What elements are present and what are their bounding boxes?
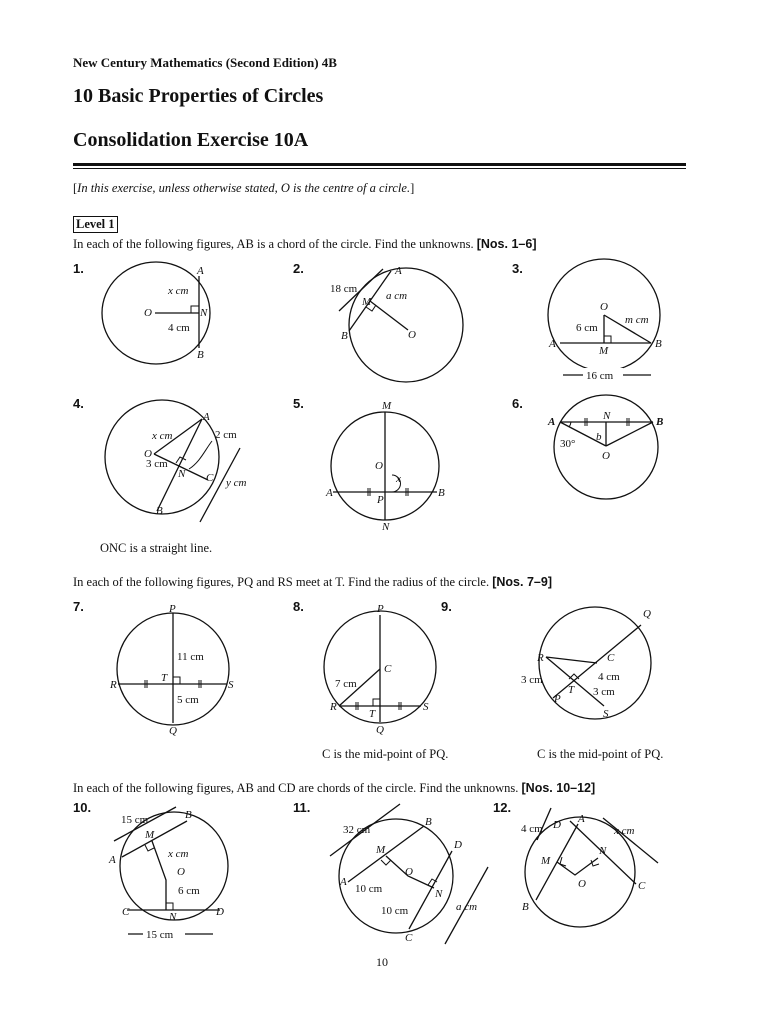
angle-label: 30°	[560, 438, 576, 450]
length-label: 4 cm	[521, 823, 543, 835]
point-label: T	[568, 684, 575, 696]
length-label: 3 cm	[521, 674, 543, 686]
point-label: N	[169, 911, 177, 923]
point-label: A	[109, 854, 116, 866]
point-label: P	[377, 603, 384, 615]
length-label: 6 cm	[576, 322, 598, 334]
question-number: 11.	[293, 800, 311, 815]
point-label: Q	[643, 608, 651, 620]
length-label: 4 cm	[598, 671, 620, 683]
figure-q9	[521, 607, 651, 720]
length-label: 16 cm	[586, 370, 614, 382]
point-label: P	[554, 693, 561, 705]
length-label: 15 cm	[146, 929, 174, 941]
question-number: 2.	[293, 261, 304, 276]
figure-q10	[108, 807, 228, 941]
point-label: M	[362, 296, 372, 308]
point-label: A	[340, 876, 347, 888]
question-number: 6.	[512, 396, 523, 411]
point-label: O	[375, 460, 383, 472]
point-label: O	[144, 307, 152, 319]
length-label: 3 cm	[146, 458, 168, 470]
point-label: M	[376, 844, 386, 856]
angle-label: b	[596, 431, 602, 443]
point-label: O	[408, 329, 416, 341]
point-label: B	[425, 816, 432, 828]
point-label: Q	[169, 725, 177, 737]
page-number: 10	[376, 955, 388, 969]
point-label: A	[197, 265, 204, 277]
section-instruction-1: In each of the following figures, AB is a chord of the circle. Find the unknowns. [Nos. 1–6]	[73, 237, 537, 251]
point-label: A	[203, 411, 210, 423]
point-label: B	[156, 505, 163, 517]
point-label: N	[599, 845, 607, 857]
question-number: 7.	[73, 599, 84, 614]
length-label: 7 cm	[335, 678, 357, 690]
point-label: A	[326, 487, 333, 499]
point-label: N	[178, 468, 186, 480]
question-number: 1.	[73, 261, 84, 276]
point-label: N	[603, 410, 611, 422]
point-label: B	[197, 349, 204, 361]
length-label: 11 cm	[177, 651, 204, 663]
point-label: N	[200, 307, 208, 319]
point-label: Q	[376, 724, 384, 736]
point-label: N	[382, 521, 390, 533]
point-label: A	[395, 265, 402, 277]
point-label: C	[607, 652, 615, 664]
length-label: x cm	[168, 848, 189, 860]
point-label: M	[599, 345, 609, 357]
point-label: A	[578, 813, 585, 825]
exercise-note: [In this exercise, unless otherwise stated, O is the centre of a circle.]	[73, 181, 415, 195]
point-label: R	[330, 701, 337, 713]
point-label: C	[384, 663, 392, 675]
question-number: 4.	[73, 396, 84, 411]
point-label: D	[454, 839, 462, 851]
point-label: M	[541, 855, 551, 867]
figure-q2	[330, 265, 463, 382]
book-title: New Century Mathematics (Second Edition) 4B	[73, 55, 337, 70]
figure-caption: C is the mid-point of PQ.	[537, 747, 664, 761]
point-label: B	[655, 338, 662, 350]
length-label: 32 cm	[343, 824, 371, 836]
length-label: 6 cm	[178, 885, 200, 897]
length-label: a cm	[386, 290, 408, 302]
point-label: O	[144, 448, 152, 460]
length-label: 15 cm	[121, 814, 149, 826]
length-label: 18 cm	[330, 283, 358, 295]
question-number: 9.	[441, 599, 452, 614]
question-number: 5.	[293, 396, 304, 411]
point-label: O	[602, 450, 610, 462]
question-number: 12.	[493, 800, 512, 815]
point-label: C	[206, 472, 214, 484]
point-label: N	[435, 888, 443, 900]
length-label: 5 cm	[177, 694, 199, 706]
length-label: m cm	[625, 314, 649, 326]
exercise-title: Consolidation Exercise 10A	[73, 129, 309, 151]
point-label: O	[405, 866, 413, 878]
point-label: M	[382, 400, 392, 412]
point-label: D	[216, 906, 224, 918]
length-label: a cm	[456, 901, 478, 913]
point-label: B	[438, 487, 445, 499]
point-label: C	[638, 880, 646, 892]
point-label: C	[405, 932, 413, 944]
point-label: B	[656, 416, 664, 428]
level-badge: Level 1	[73, 216, 118, 233]
angle-label: x	[396, 473, 401, 485]
length-label: 10 cm	[381, 905, 409, 917]
point-label: P	[377, 494, 384, 506]
point-label: R	[537, 652, 544, 664]
question-number: 3.	[512, 261, 523, 276]
point-label: C	[122, 906, 130, 918]
point-label: O	[600, 301, 608, 313]
figure-q1	[102, 262, 210, 364]
question-number: 10.	[73, 800, 92, 815]
length-label: 4 cm	[168, 322, 190, 334]
figure-q11	[330, 804, 488, 944]
section-instruction-3: In each of the following figures, AB and CD are chords of the circle. Find the unknowns. [Nos. 10–12]	[73, 781, 596, 795]
point-label: P	[169, 603, 176, 615]
point-label: B	[522, 901, 529, 913]
point-label: O	[177, 866, 185, 878]
point-label: R	[110, 679, 117, 691]
length-label: 3 cm	[593, 686, 615, 698]
point-label: T	[369, 708, 376, 720]
question-number: 8.	[293, 599, 304, 614]
figure-q4	[105, 400, 247, 522]
length-label: 2 cm	[215, 429, 237, 441]
length-label: x cm	[168, 285, 189, 297]
length-label: x cm	[614, 825, 635, 837]
chapter-title: 10 Basic Properties of Circles	[73, 85, 324, 107]
point-label: T	[161, 672, 168, 684]
figure-q3	[548, 259, 662, 382]
point-label: B	[341, 330, 348, 342]
point-label: S	[603, 708, 609, 720]
point-label: M	[145, 829, 155, 841]
point-label: B	[185, 809, 192, 821]
figure-q7	[109, 603, 234, 737]
point-label: A	[548, 416, 556, 428]
length-label: 10 cm	[355, 883, 383, 895]
point-label: O	[578, 878, 586, 890]
point-label: A	[549, 338, 556, 350]
length-label: y cm	[226, 477, 247, 489]
length-label: x cm	[152, 430, 173, 442]
point-label: S	[423, 701, 429, 713]
figure-caption: C is the mid-point of PQ.	[322, 747, 449, 761]
figure-q6	[547, 395, 663, 499]
figure-q5	[325, 400, 445, 533]
point-label: D	[553, 819, 561, 831]
figure-caption: ONC is a straight line.	[100, 541, 213, 555]
figure-q8	[324, 603, 436, 736]
point-label: S	[228, 679, 234, 691]
figure-q12	[521, 808, 658, 927]
section-instruction-2: In each of the following figures, PQ and RS meet at T. Find the radius of the circle. [Nos. 7–9]	[73, 575, 552, 589]
